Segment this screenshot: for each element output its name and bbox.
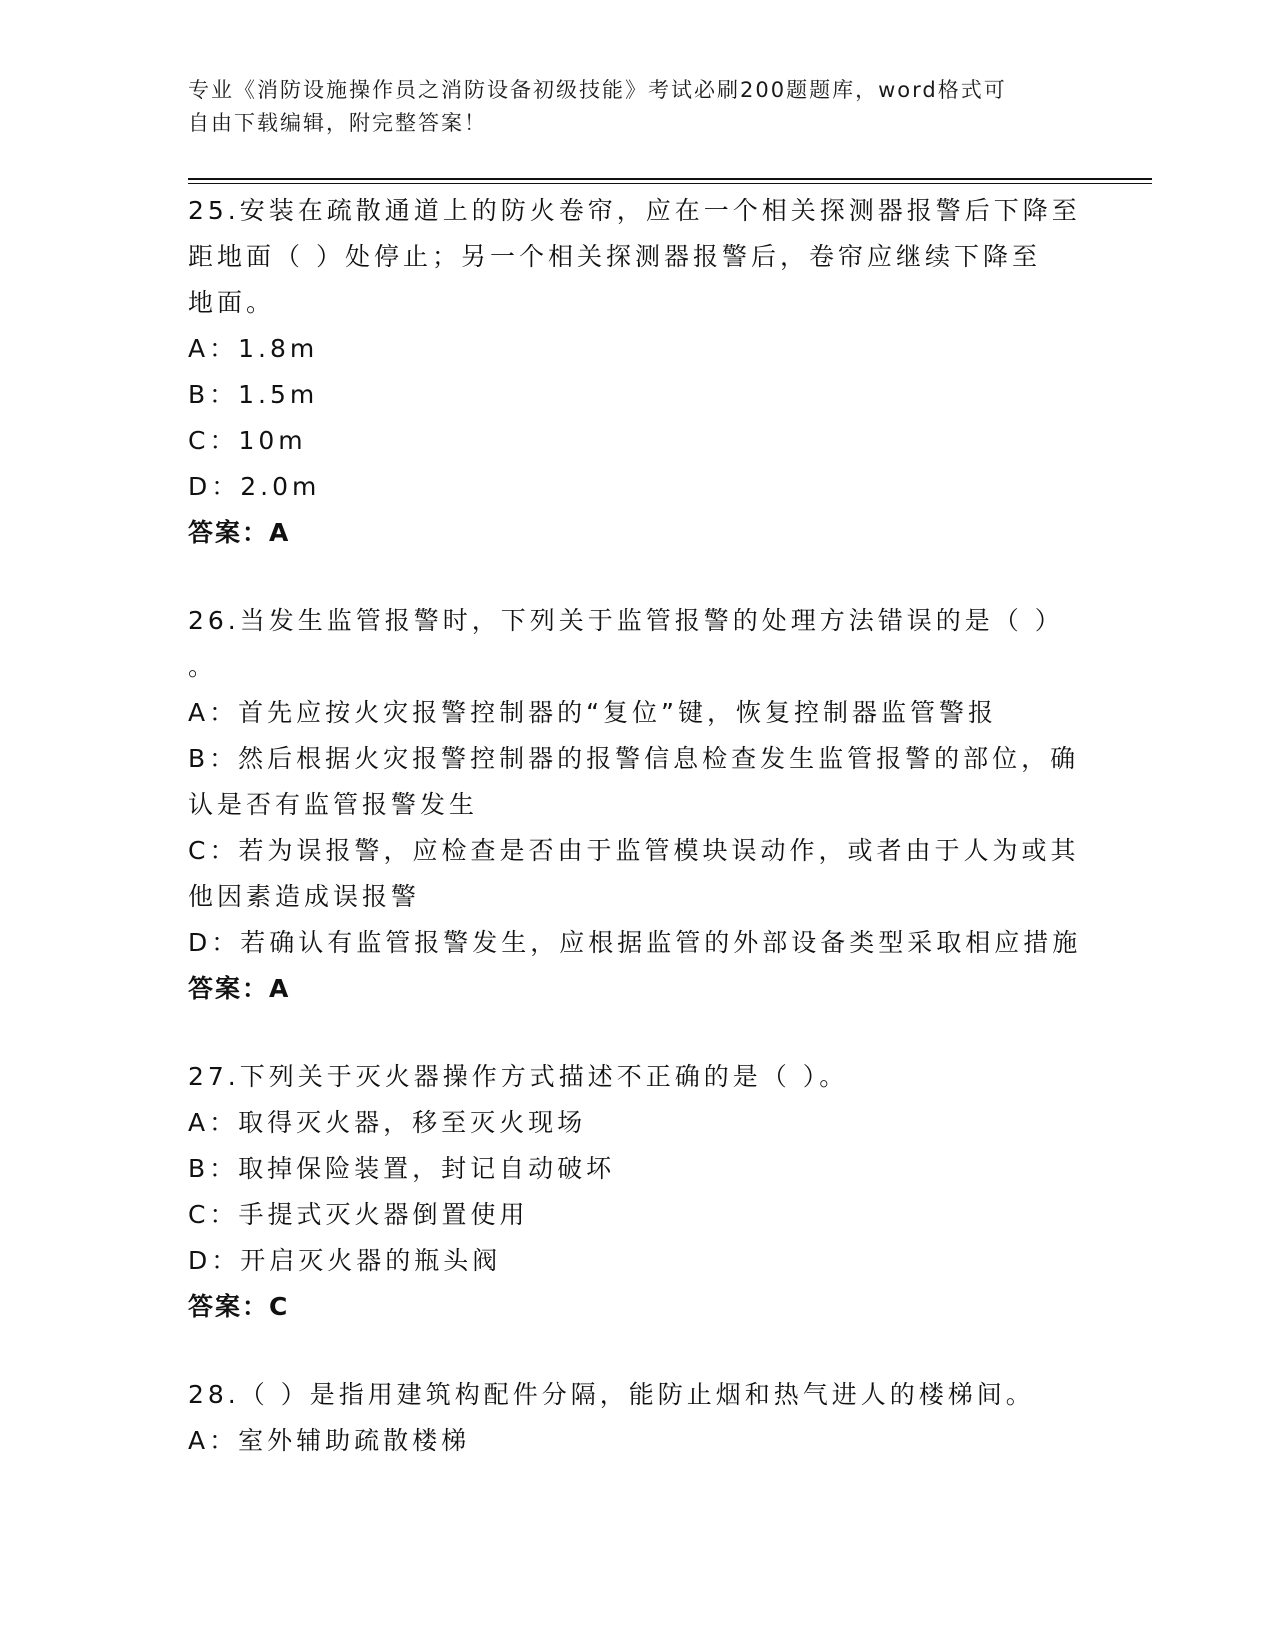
option-c: C：手提式灭火器倒置使用 [188,1200,529,1229]
option-a: A：首先应按火灾报警控制器的“复位”键，恢复控制器监管警报 [188,698,998,727]
option-b: B：1.5m [188,380,319,409]
header-line-2: 自由下载编辑，附完整答案！ [188,111,487,135]
question-stem: 28.（ ）是指用建筑构配件分隔，能防止烟和热气进人的楼梯间。 [188,1380,1035,1409]
question-stem: 距地面（ ）处停止；另一个相关探测器报警后，卷帘应继续下降至 [188,242,1041,271]
answer: 答案：A [188,518,291,547]
question-26 [188,598,1088,1012]
header-divider-thin [188,183,1152,184]
option-b: B：取掉保险装置，封记自动破坏 [188,1154,616,1183]
option-c-continued: 他因素造成误报警 [188,882,421,911]
option-d: D：若确认有监管报警发生，应根据监管的外部设备类型采取相应措施 [188,928,1082,957]
question-stem: 25.安装在疏散通道上的防火卷帘，应在一个相关探测器报警后下降至 [188,196,1081,225]
option-b: B：然后根据火灾报警控制器的报警信息检查发生监管报警的部位，确 [188,744,1080,773]
answer: 答案：C [188,1292,290,1321]
document-header [188,74,1078,140]
option-a: A：1.8m [188,334,319,363]
option-c: C：10m [188,426,307,455]
question-stem: 26.当发生监管报警时，下列关于监管报警的处理方法错误的是（ ） [188,606,1064,635]
header-line-1: 专业《消防设施操作员之消防设备初级技能》考试必刷200题题库，word格式可 [188,78,1007,102]
header-divider [188,178,1152,180]
question-stem: 27.下列关于灭火器操作方式描述不正确的是（ ）。 [188,1062,849,1091]
spacer [188,1330,1088,1372]
spacer [188,556,1088,598]
question-27 [188,1054,1088,1330]
question-stem: 。 [188,652,218,681]
option-d: D：开启灭火器的瓶头阀 [188,1246,502,1275]
question-stem: 地面。 [188,288,276,317]
question-25 [188,188,1088,556]
option-a: A：室外辅助疏散楼梯 [188,1426,471,1455]
option-d: D：2.0m [188,472,321,501]
option-a: A：取得灭火器，移至灭火现场 [188,1108,587,1137]
option-c: C：若为误报警，应检查是否由于监管模块误动作，或者由于人为或其 [188,836,1080,865]
option-b-continued: 认是否有监管报警发生 [188,790,479,819]
answer: 答案：A [188,974,291,1003]
spacer [188,1012,1088,1054]
question-list [188,188,1088,1464]
question-28 [188,1372,1088,1464]
